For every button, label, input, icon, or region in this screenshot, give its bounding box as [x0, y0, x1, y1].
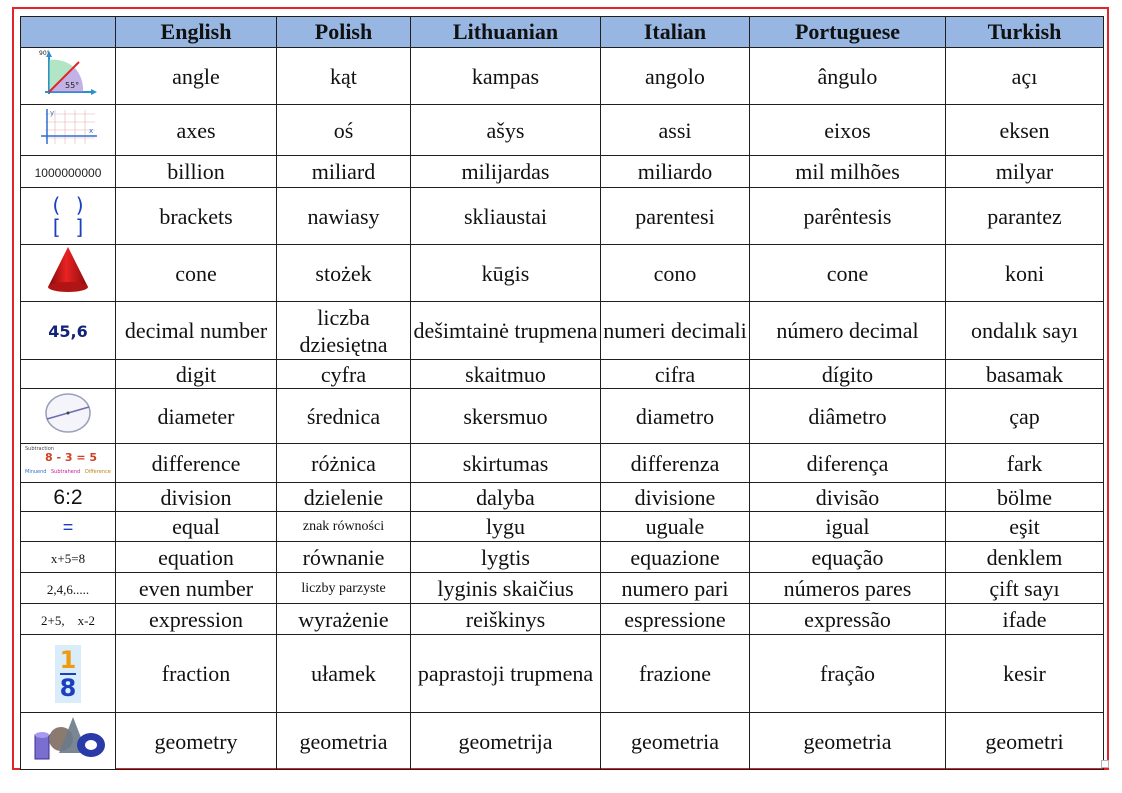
cell-portuguese: expressão	[750, 604, 946, 635]
angle-icon	[21, 48, 116, 105]
decimal-number-icon: 45,6	[21, 302, 116, 360]
cell-turkish: geometri	[946, 713, 1104, 770]
brackets-icon: ( ) [ ]	[21, 188, 116, 245]
cell-english: billion	[116, 156, 277, 188]
table-row	[21, 156, 1104, 188]
svg-text:Subtrahend: Subtrahend	[51, 469, 81, 475]
cell-lithuanian: paprastoji trupmena	[411, 635, 601, 713]
svg-text:Minuend: Minuend	[25, 469, 47, 475]
cell-italian: differenza	[601, 444, 750, 483]
cell-italian: miliardo	[601, 156, 750, 188]
svg-text:y: y	[50, 109, 55, 117]
table-row	[21, 389, 1104, 444]
blank-icon	[21, 360, 116, 389]
diameter-circle-icon	[21, 389, 116, 444]
header-icon-column	[21, 17, 116, 48]
cell-italian: equazione	[601, 542, 750, 573]
cell-italian: angolo	[601, 48, 750, 105]
table-row	[21, 713, 1104, 770]
cell-turkish: ondalık sayı	[946, 302, 1104, 360]
svg-text:8 - 3 = 5: 8 - 3 = 5	[45, 451, 98, 464]
cell-english: expression	[116, 604, 277, 635]
table-row	[21, 483, 1104, 512]
table-row	[21, 542, 1104, 573]
cell-lithuanian: dešimtainė trupmena	[411, 302, 601, 360]
cell-italian: espressione	[601, 604, 750, 635]
cell-portuguese: fração	[750, 635, 946, 713]
cell-english: geometry	[116, 713, 277, 770]
cell-lithuanian: geometrija	[411, 713, 601, 770]
cell-polish: dzielenie	[277, 483, 411, 512]
equation-icon: x+5=8	[21, 542, 116, 573]
resize-handle	[1101, 760, 1109, 768]
cell-lithuanian: kampas	[411, 48, 601, 105]
equal-sign-icon: =	[21, 512, 116, 542]
cell-italian: frazione	[601, 635, 750, 713]
header-english: English	[116, 17, 277, 48]
table-row	[21, 302, 1104, 360]
cell-english: cone	[116, 245, 277, 302]
table-row	[21, 512, 1104, 542]
table-row	[21, 105, 1104, 156]
header-row	[21, 17, 1104, 48]
cell-turkish: eşit	[946, 512, 1104, 542]
table-row	[21, 444, 1104, 483]
cell-polish: miliard	[277, 156, 411, 188]
cell-portuguese: equação	[750, 542, 946, 573]
cell-turkish: açı	[946, 48, 1104, 105]
expression-icon: 2+5, x-2	[21, 604, 116, 635]
cell-polish: nawiasy	[277, 188, 411, 245]
cell-english: angle	[116, 48, 277, 105]
table-row	[21, 48, 1104, 105]
cell-italian: numeri decimali	[601, 302, 750, 360]
cell-english: decimal number	[116, 302, 277, 360]
cell-italian: assi	[601, 105, 750, 156]
cell-italian: divisione	[601, 483, 750, 512]
cell-lithuanian: lygu	[411, 512, 601, 542]
cell-lithuanian: milijardas	[411, 156, 601, 188]
cell-portuguese: cone	[750, 245, 946, 302]
fraction-icon: $\frac{1}{8}$	[21, 635, 116, 713]
cell-lithuanian: reiškinys	[411, 604, 601, 635]
cell-italian: cono	[601, 245, 750, 302]
cell-portuguese: números pares	[750, 573, 946, 604]
table-row	[21, 635, 1104, 713]
axes-icon	[21, 105, 116, 156]
cell-lithuanian: lygtis	[411, 542, 601, 573]
cell-turkish: bölme	[946, 483, 1104, 512]
cell-english: diameter	[116, 389, 277, 444]
cone-icon	[21, 245, 116, 302]
cell-polish: wyrażenie	[277, 604, 411, 635]
cell-english: even number	[116, 573, 277, 604]
cell-portuguese: igual	[750, 512, 946, 542]
cell-portuguese: eixos	[750, 105, 946, 156]
cell-portuguese: diferença	[750, 444, 946, 483]
cell-polish: średnica	[277, 389, 411, 444]
cell-lithuanian: skaitmuo	[411, 360, 601, 389]
cell-polish: liczba dziesiętna	[277, 302, 411, 360]
cell-polish: stożek	[277, 245, 411, 302]
cell-polish: geometria	[277, 713, 411, 770]
table-row	[21, 573, 1104, 604]
header-polish: Polish	[277, 17, 411, 48]
svg-text:x: x	[89, 127, 94, 135]
svg-text:Subtraction: Subtraction	[25, 446, 54, 452]
table-row	[21, 188, 1104, 245]
cell-italian: numero pari	[601, 573, 750, 604]
cell-polish: równanie	[277, 542, 411, 573]
cell-portuguese: geometria	[750, 713, 946, 770]
cell-polish: liczby parzyste	[277, 573, 411, 604]
cell-turkish: denklem	[946, 542, 1104, 573]
cell-lithuanian: ašys	[411, 105, 601, 156]
cell-polish: ułamek	[277, 635, 411, 713]
division-icon: 6:2	[21, 483, 116, 512]
svg-text:90°: 90°	[39, 50, 50, 57]
cell-polish: kąt	[277, 48, 411, 105]
cell-lithuanian: skirtumas	[411, 444, 601, 483]
header-italian: Italian	[601, 17, 750, 48]
cell-turkish: çap	[946, 389, 1104, 444]
cell-turkish: parantez	[946, 188, 1104, 245]
cell-turkish: eksen	[946, 105, 1104, 156]
cell-english: equal	[116, 512, 277, 542]
cell-turkish: çift sayı	[946, 573, 1104, 604]
cell-polish: różnica	[277, 444, 411, 483]
cell-turkish: kesir	[946, 635, 1104, 713]
table-row	[21, 604, 1104, 635]
cell-italian: parentesi	[601, 188, 750, 245]
cell-italian: diametro	[601, 389, 750, 444]
cell-polish: cyfra	[277, 360, 411, 389]
cell-english: fraction	[116, 635, 277, 713]
cell-english: division	[116, 483, 277, 512]
cell-portuguese: parêntesis	[750, 188, 946, 245]
header-lithuanian: Lithuanian	[411, 17, 601, 48]
even-number-icon: 2,4,6.....	[21, 573, 116, 604]
billion-number-icon: 1000000000	[21, 156, 116, 188]
cell-english: difference	[116, 444, 277, 483]
cell-portuguese: número decimal	[750, 302, 946, 360]
geometry-shapes-icon	[21, 713, 116, 770]
cell-portuguese: mil milhões	[750, 156, 946, 188]
cell-english: equation	[116, 542, 277, 573]
cell-english: axes	[116, 105, 277, 156]
cell-portuguese: ângulo	[750, 48, 946, 105]
cell-polish: oś	[277, 105, 411, 156]
header-turkish: Turkish	[946, 17, 1104, 48]
cell-lithuanian: skliaustai	[411, 188, 601, 245]
cell-italian: cifra	[601, 360, 750, 389]
table-row	[21, 360, 1104, 389]
cell-turkish: ifade	[946, 604, 1104, 635]
header-portuguese: Portuguese	[750, 17, 946, 48]
table-row	[21, 245, 1104, 302]
cell-turkish: koni	[946, 245, 1104, 302]
cell-english: digit	[116, 360, 277, 389]
cell-portuguese: diâmetro	[750, 389, 946, 444]
cell-portuguese: divisão	[750, 483, 946, 512]
difference-icon	[21, 444, 116, 483]
cell-turkish: milyar	[946, 156, 1104, 188]
cell-polish: znak równości	[277, 512, 411, 542]
cell-italian: uguale	[601, 512, 750, 542]
cell-italian: geometria	[601, 713, 750, 770]
cell-turkish: fark	[946, 444, 1104, 483]
cell-portuguese: dígito	[750, 360, 946, 389]
svg-text:Difference: Difference	[85, 469, 111, 475]
vocabulary-table	[20, 16, 1104, 770]
cell-turkish: basamak	[946, 360, 1104, 389]
cell-lithuanian: dalyba	[411, 483, 601, 512]
cell-lithuanian: skersmuo	[411, 389, 601, 444]
cell-lithuanian: lyginis skaičius	[411, 573, 601, 604]
svg-text:55°: 55°	[65, 81, 80, 90]
cell-lithuanian: kūgis	[411, 245, 601, 302]
cell-english: brackets	[116, 188, 277, 245]
